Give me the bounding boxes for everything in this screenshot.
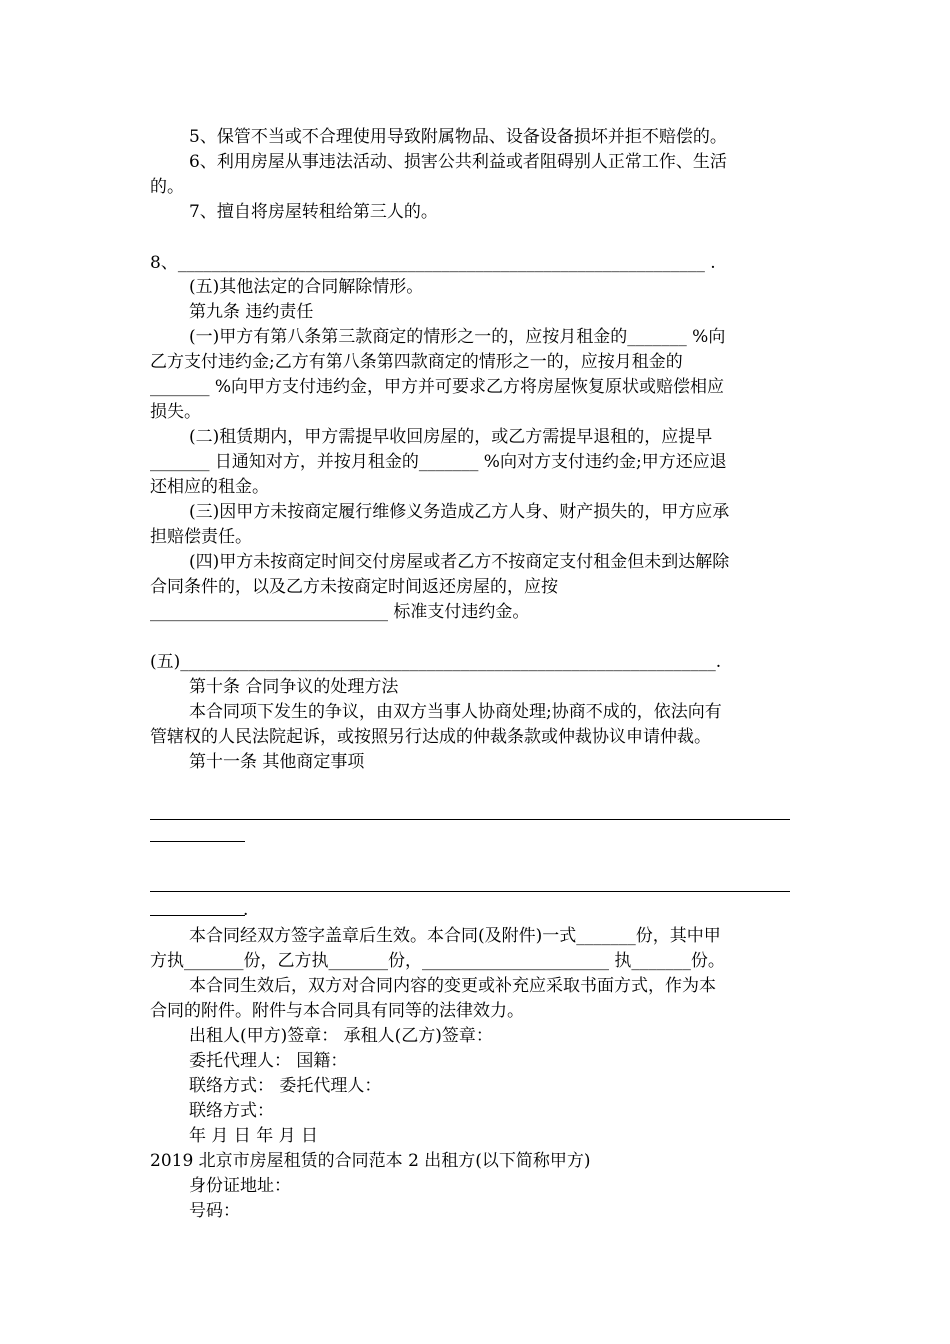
period-mark: . [243, 900, 249, 920]
signature-line: 联络方式： 委托代理人： [189, 1076, 382, 1096]
paragraph-line: 本合同项下发生的争议，由双方当事人协商处理;协商不成的，依法向有 [189, 702, 722, 722]
paragraph-line: 7、擅自将房屋转租给第三人的。 [189, 202, 438, 222]
date-line: 年 月 日 年 月 日 [189, 1126, 319, 1146]
section-heading: 第十一条 其他商定事项 [189, 752, 365, 772]
paragraph-line: _______ 日通知对方，并按月租金的_______ %向对方支付违约金;甲方还应退 [150, 452, 727, 472]
blank-line [150, 891, 790, 892]
paragraph-line: (五)_______________________________________________________________. [150, 652, 722, 672]
paragraph-line: (五)其他法定的合同解除情形。 [189, 277, 424, 297]
document-title-line: 2019 北京市房屋租赁的合同范本 2 出租方(以下简称甲方) [150, 1151, 591, 1171]
paragraph-line: ____________________________ 标准支付违约金。 [150, 602, 530, 622]
signature-line: 联络方式： [189, 1101, 274, 1121]
blank-line [150, 819, 790, 820]
paragraph-line: (一)甲方有第八条第三款商定的情形之一的，应按月租金的_______ %向 [189, 327, 726, 347]
paragraph-line: 6、利用房屋从事违法活动、损害公共利益或者阻碍别人正常工作、生活 [189, 152, 727, 172]
paragraph-line: (四)甲方未按商定时间交付房屋或者乙方不按商定支付租金但未到达解除 [189, 552, 730, 572]
paragraph-line: 5、保管不当或不合理使用导致附属物品、设备设备损坏并拒不赔偿的。 [189, 127, 727, 147]
blank-line [150, 915, 245, 916]
section-heading: 第九条 违约责任 [189, 302, 314, 322]
paragraph-line: 方执_______份，乙方执_______份，______________________ 执_______份。 [150, 951, 725, 971]
paragraph-line: 的。 [150, 177, 184, 197]
section-heading: 第十条 合同争议的处理方法 [189, 677, 399, 697]
paragraph-line: 身份证地址： [189, 1176, 291, 1196]
blank-line [150, 841, 245, 842]
signature-line: 委托代理人： 国籍： [189, 1051, 348, 1071]
paragraph-line: 管辖权的人民法院起诉，或按照另行达成的仲裁条款或仲裁协议申请仲裁。 [150, 727, 711, 747]
paragraph-line: 合同的附件。附件与本合同具有同等的法律效力。 [150, 1001, 524, 1021]
paragraph-line: 8、______________________________________________________________ . [150, 253, 716, 273]
paragraph-line: 本合同生效后，双方对合同内容的变更或补充应采取书面方式，作为本 [189, 976, 716, 996]
paragraph-line: (三)因甲方未按商定履行维修义务造成乙方人身、财产损失的，甲方应承 [189, 502, 730, 522]
paragraph-line: 还相应的租金。 [150, 477, 269, 497]
paragraph-line: 乙方支付违约金;乙方有第八条第四款商定的情形之一的，应按月租金的 [150, 352, 683, 372]
paragraph-line: (二)租赁期内，甲方需提早收回房屋的，或乙方需提早退租的，应提早 [189, 427, 713, 447]
paragraph-line: 本合同经双方签字盖章后生效。本合同(及附件)一式_______份，其中甲 [189, 926, 721, 946]
paragraph-line: 号码： [189, 1201, 240, 1221]
paragraph-line: 担赔偿责任。 [150, 527, 252, 547]
signature-line: 出租人(甲方)签章： 承租人(乙方)签章： [189, 1026, 493, 1046]
paragraph-line: 合同条件的，以及乙方未按商定时间返还房屋的，应按 [150, 577, 558, 597]
paragraph-line: 损失。 [150, 402, 201, 422]
paragraph-line: _______ %向甲方支付违约金，甲方并可要求乙方将房屋恢复原状或赔偿相应 [150, 377, 725, 397]
